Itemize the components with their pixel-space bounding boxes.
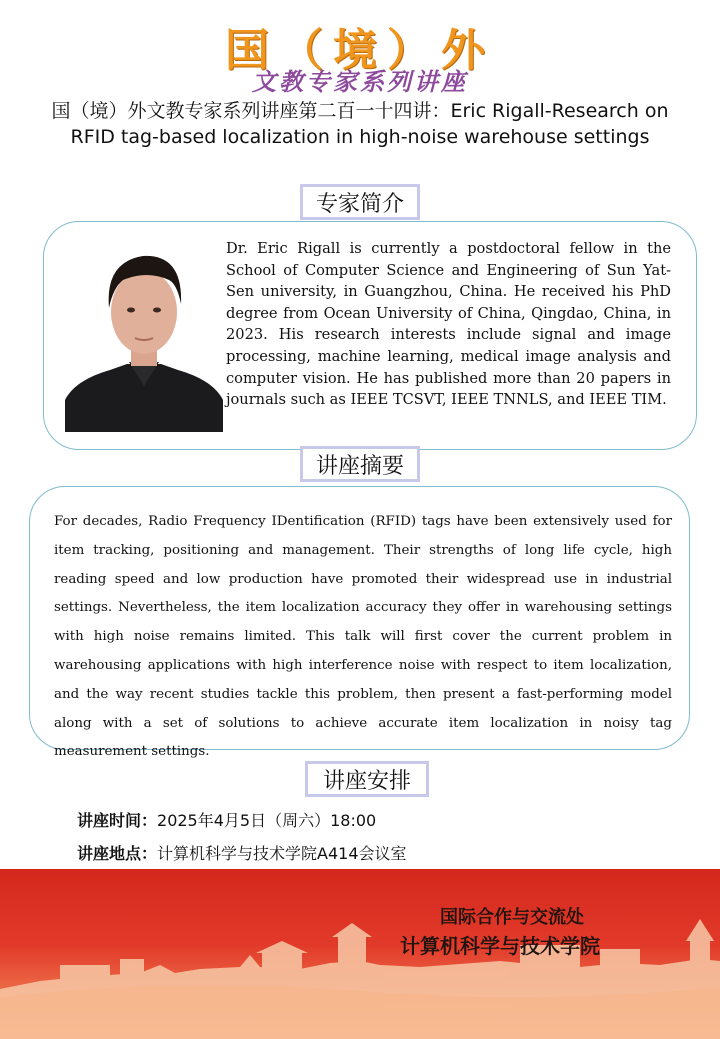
abstract-text: For decades, Radio Frequency IDentification (RFID) tags have been extensively used for item tracking, positioning and management. Their strengths of long life cycle, high reading speed and low production have promoted their widespread use in industrial settings. Nevertheless, the item localization accuracy they offer in warehousing settings with high noise remains limited. This talk will first cover the current problem in warehousing applications with high interference noise with respect to item localization, and the way recent studies tackle this problem, then present a fast-performing model along with a set of solutions to achieve accurate item localization in noisy tag measurement settings.	[54, 514, 672, 760]
banner-office-name: 国际合作与交流处	[440, 907, 584, 928]
lecture-title: 国（境）外文教专家系列讲座第二百一十四讲：Eric Rigall-Research on RFID tag-based localization in high-noise warehouse settings	[51, 100, 669, 148]
place-label: 讲座地点：	[77, 844, 158, 863]
bio-section-label: 专家简介	[300, 184, 420, 220]
speaker-bio: Dr. Eric Rigall is currently a postdoctoral fellow in the School of Computer Science and Engineering of Sun Yat-Sen university, in Guangzhou, China. He received his PhD degree from Ocean University of China, Qingdao, China, in 2023. His research interests include signal and image processing, machine learning, medical image analysis and computer vision. He has published more than 20 papers in journals such as IEEE TCSVT, IEEE TNNLS, and IEEE TIM.	[226, 240, 671, 409]
logo-main: 国（境）外	[225, 25, 495, 76]
speaker-photo	[65, 240, 223, 432]
place-value: 计算机科学与技术学院A414会议室	[157, 844, 407, 863]
time-label: 讲座时间：	[77, 811, 158, 830]
logo-subtitle: 文教专家系列讲座	[252, 68, 468, 96]
schedule-section-label: 讲座安排	[305, 761, 429, 797]
abstract-section-label: 讲座摘要	[300, 446, 420, 482]
footer-banner	[0, 869, 720, 1039]
schedule-time	[77, 808, 376, 831]
banner-school-name: 计算机科学与技术学院	[400, 934, 600, 958]
schedule-place	[77, 841, 407, 864]
time-value: 2025年4月5日（周六）18:00	[157, 811, 377, 830]
campus-skyline-illustration	[0, 869, 720, 1039]
